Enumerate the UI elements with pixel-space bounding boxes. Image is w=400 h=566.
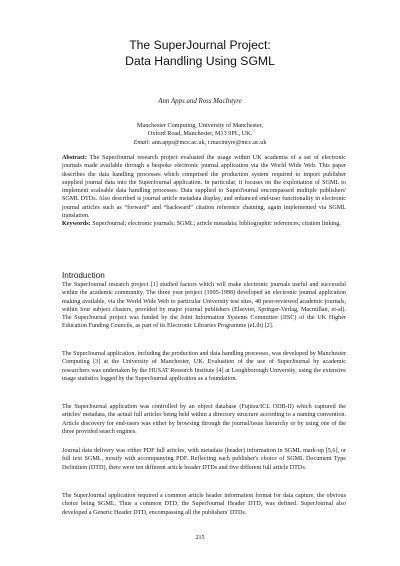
abstract-text: The SuperJournal research project evaluated the usage within UK academia of a set of electronic journals made available through a bespoke electronic journal application via the World Wide Web. This paper describes the data handling processes which comprised the production system required to import publisher supplied journal data into the SuperJournal application. In particular, it focuses on the exploitation of SGML to implement scaleable data handling processes. Data supplied to SuperJournal encompassed multiple publishers' SGML DTDs. Also described is journal article metadata display, and enhanced end-user functionality in electronic journal articles such as “forward” and “backward” citation reference chaining, again implemented via SGML translation. [62,155,346,219]
keywords-text: SuperJournal; electronic journals; SGML; article metadata; bibliographic references; citation linking. [92,221,341,227]
authors: Ann Apps and Ross MacIntyre [158,98,242,105]
title-line-1: The SuperJournal Project: [129,38,271,52]
paragraph: The SuperJournal application, including the production and data handling processes, was developed by Manchester Computing [3] at the University of Manchester, UK. Evaluation of the use of SuperJournal by academic researchers was undertaken by the HUSAT Research Institute [4] at Loughborough University, using the extensive usage statistics logged by the SuperJournal application as a foundation. [62,351,346,382]
paragraph: The SuperJournal application required a common article header information format for data capture, the obvious choice being SGML. Thus a common DTD, the SuperJournal Header DTD, was defined. SuperJournal also developed a Generic Header DTD, encompassing all the publishers' DTDs. [62,493,346,516]
abstract-label: Abstract: [62,155,87,161]
abstract [62,154,346,228]
affiliation-line-2: Oxford Road, Manchester, M13 9PL, UK. [147,130,253,138]
email-label: Email: [133,138,151,146]
affiliation [60,122,340,147]
paragraph: The SuperJournal application was controlled by an object database (Fujitsu/ICL ODB-II) which captured the articles' metadata, the actual full articles being held within a directory structure according to a naming convention. Article discovery for end-users was either by browsing through the journal/issue hierarchy or by using one of the three provided search engines. [62,404,346,435]
paragraph: The SuperJournal research project [1] studied factors which will make electronic journals useful and successful within the academic community. The three year project (1995-1998) developed an electronic journal application making available, via the World Wide Web to particular University test sites, 48 peer-reviewed academic journals, within four subject clusters, provided by major journal publishers (Elsevier, Springer-Verlag, Macmillan, et-al). The SuperJournal project was funded by the Joint Information Systems Committee (JISC) of the UK Higher Education Funding Councils, as part of its Electronic Libraries Programme (eLib) [2]. [62,282,346,330]
page-number: 215 [195,535,205,541]
affiliation-line-1: Manchester Computing, University of Manchester, [137,122,263,129]
paper-title [60,37,340,69]
keywords-label: Keywords: [62,221,91,227]
title-line-2: Data Handling Using SGML [125,54,275,68]
email-line [60,139,340,147]
email-addresses[interactable]: ann.apps@mcc.ac.uk, r.macintyre@mcc.ac.uk [151,138,267,146]
section-heading-introduction: Introduction [62,271,105,280]
paragraph: Journal data delivery was either PDF full articles, with metadata (header) information in SGML mark-up [5,6], or full text SGML, mostly with accompanying PDF. Reflecting each publisher's choice of SGML Document Type Definition (DTD), there were ten different article header DTDs and five different full article DTDs. [62,448,346,471]
